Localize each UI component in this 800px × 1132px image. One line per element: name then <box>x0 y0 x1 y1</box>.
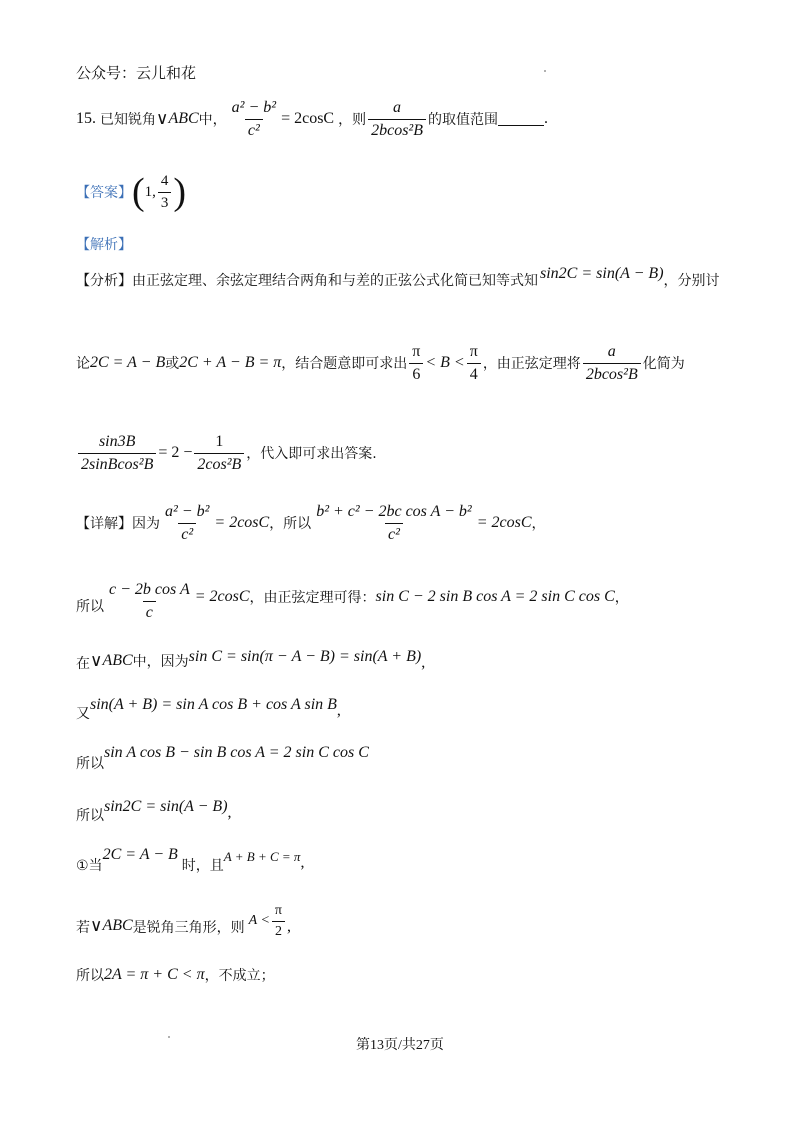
detail-l1-rhs: = 2cosC <box>214 514 270 531</box>
detail-l9-if: 若 <box>76 920 90 936</box>
simplified-fraction <box>78 433 156 474</box>
fenxi-line-1 <box>76 262 720 298</box>
range-right-fraction <box>467 343 481 384</box>
detail-label: 【详解】 <box>76 516 132 532</box>
detail-l9-lhs: A < <box>248 913 270 928</box>
fenxi-target-denominator: 2bcos²B <box>583 363 641 384</box>
fenxi-text-7: ，代入即可求出答案. <box>246 446 377 462</box>
target-numerator: a <box>393 98 402 116</box>
range-left-numerator: π <box>412 342 421 360</box>
answer-blank <box>498 113 544 126</box>
fenxi-case-2: 2C + A − B = π <box>179 354 282 371</box>
detail-l3-rhs: = 2cosC <box>194 588 250 605</box>
fenxi-label: 【分析】 <box>76 273 132 289</box>
detail-l3-eq: sin C − 2 sin B cos A = 2 sin C cos C <box>375 588 615 605</box>
detail-l10-end: ，不成立； <box>204 968 275 984</box>
fenxi-text-2: ，分别讨 <box>663 273 720 289</box>
detail-line-8 <box>76 896 291 946</box>
detail-l4-triangle: ABC <box>102 652 133 669</box>
condition-denominator: c² <box>245 119 263 140</box>
question-number: 15. <box>76 110 96 127</box>
answer-value <box>132 173 186 212</box>
question-text-after: 的取值范围 <box>428 112 498 128</box>
target-denominator: 2bcos²B <box>368 119 426 140</box>
detail-l10-eq: 2A = π + C < π <box>104 966 205 983</box>
range-right-denominator: 4 <box>467 363 481 384</box>
detail-l4-in: 在 <box>76 656 90 672</box>
simplified-right-fraction <box>194 433 244 474</box>
simplified-right-numerator: 1 <box>215 432 224 450</box>
detail-l1-numerator: a² − b² <box>165 502 210 520</box>
answer-numerator: 4 <box>160 172 169 189</box>
answer-open-paren: ( <box>132 171 145 213</box>
detail-line-3 <box>76 642 425 672</box>
fenxi-line-2 <box>76 338 685 388</box>
detail-because: 因为 <box>132 516 160 532</box>
detail-l2-fraction <box>313 503 475 544</box>
simplified-denominator: 2sinBcos²B <box>78 453 156 474</box>
range-middle: < B < <box>425 354 465 371</box>
detail-l3-denominator: c <box>143 601 156 622</box>
detail-l3-fraction <box>106 581 193 622</box>
detail-l6-so: 所以 <box>76 756 104 772</box>
fenxi-text-5: ，由正弦定理将 <box>482 356 581 372</box>
answer-left-value: 1, <box>144 183 156 200</box>
detail-l8-mid: 时，且 <box>181 858 224 874</box>
watermark-header: 公众号：云儿和花 <box>76 64 197 82</box>
detail-l7-so: 所以 <box>76 808 104 824</box>
range-left-fraction <box>409 343 423 384</box>
detail-l7-end: , <box>227 804 232 821</box>
question-comma: 中， <box>198 112 227 128</box>
simplified-right-denominator: 2cos²B <box>194 453 244 474</box>
detail-line-2 <box>76 572 629 622</box>
detail-line-1 <box>76 498 546 548</box>
triangle-name: ABC <box>168 110 199 127</box>
detail-l4-mid: 中，因为 <box>132 654 189 670</box>
page-number: 第13页/共27页 <box>356 1038 444 1053</box>
detail-l3-so: 所以 <box>76 599 104 615</box>
fenxi-text-3: 论 <box>76 356 90 372</box>
answer-right-fraction <box>158 173 172 212</box>
condition-rhs: = 2cosC <box>281 110 335 127</box>
fenxi-line-3 <box>76 428 377 478</box>
answer-label: 【答案】 <box>76 185 132 201</box>
fenxi-text-6: 化简为 <box>642 356 685 372</box>
fenxi-case-1: 2C = A − B <box>90 354 166 371</box>
detail-l9-triangle-symbol: ∨ <box>90 916 103 935</box>
detail-l7-eq: sin2C = sin(A − B) <box>104 798 228 815</box>
detail-l9-denominator: 2 <box>272 921 285 940</box>
detail-l9-mid: 是锐角三角形，则 <box>132 920 245 936</box>
detail-l4-end: , <box>421 654 426 671</box>
target-fraction <box>368 99 426 140</box>
detail-l4-triangle-symbol: ∨ <box>90 651 103 670</box>
detail-l4-eq: sin C = sin(π − A − B) = sin(A + B) <box>188 648 422 665</box>
simplified-numerator: sin3B <box>98 432 136 450</box>
detail-l5-end: , <box>336 702 341 719</box>
fenxi-target-numerator: a <box>607 342 616 360</box>
detail-line-9 <box>76 962 275 988</box>
detail-l9-numerator: π <box>274 902 282 918</box>
fenxi-text-4: ，结合题意即可求出 <box>281 356 408 372</box>
detail-l8-eq: 2C = A − B <box>102 846 178 863</box>
question-15 <box>76 94 548 144</box>
detail-l2-numerator: b² + c² − 2bc cos A − b² <box>316 502 472 520</box>
detail-line-7 <box>76 842 304 876</box>
range-right-numerator: π <box>469 342 478 360</box>
detail-line-5 <box>76 738 369 772</box>
detail-l2-rhs: = 2cosC <box>476 514 532 531</box>
fenxi-or: 或 <box>165 356 180 372</box>
fenxi-eq-1: sin2C = sin(A − B) <box>540 265 664 282</box>
answer-close-paren: ) <box>173 171 187 213</box>
detail-l3-numerator: c − 2b cos A <box>109 581 190 598</box>
detail-so: ，所以 <box>269 516 312 532</box>
detail-l1-fraction <box>162 503 212 544</box>
condition-numerator: a² − b² <box>231 98 277 116</box>
detail-l2-comma: ， <box>531 516 546 532</box>
question-then: ，则 <box>338 112 367 128</box>
triangle-symbol: ∨ <box>156 109 169 128</box>
fenxi-target-fraction <box>583 343 641 384</box>
answer-denominator: 3 <box>158 192 172 212</box>
condition-fraction <box>229 99 279 140</box>
detail-l8-case: ①当 <box>76 858 103 874</box>
detail-l9-end: , <box>287 918 291 935</box>
detail-l6-eq: sin A cos B − sin B cos A = 2 sin C cos C <box>104 744 369 761</box>
detail-l2-denominator: c² <box>385 523 403 544</box>
scan-dot <box>544 70 546 72</box>
fenxi-text-1: 由正弦定理、余弦定理结合两角和与差的正弦公式化简已知等式知 <box>132 273 538 289</box>
detail-line-6 <box>76 792 232 822</box>
detail-l10-so: 所以 <box>76 968 104 984</box>
detail-l1-denominator: c² <box>178 523 196 544</box>
detail-l5-eq: sin(A + B) = sin A cos B + cos A sin B <box>90 696 337 713</box>
detail-l9-fraction <box>272 903 285 940</box>
question-text-before: 已知锐角 <box>100 112 156 128</box>
simplified-middle: = 2 − <box>158 444 193 461</box>
question-period: . <box>544 110 548 127</box>
detail-l8-end: , <box>300 854 305 871</box>
detail-l5-you: 又 <box>76 706 90 722</box>
detail-l9-triangle: ABC <box>102 917 133 934</box>
detail-l3-end: ， <box>614 590 629 606</box>
detail-l8-eq2: A + B + C = π <box>223 849 301 864</box>
range-left-denominator: 6 <box>409 363 423 384</box>
detail-l3-text: ，由正弦定理可得： <box>249 590 376 606</box>
detail-line-4 <box>76 690 341 720</box>
analysis-label: 【解析】 <box>76 237 132 253</box>
answer-line <box>76 170 186 214</box>
